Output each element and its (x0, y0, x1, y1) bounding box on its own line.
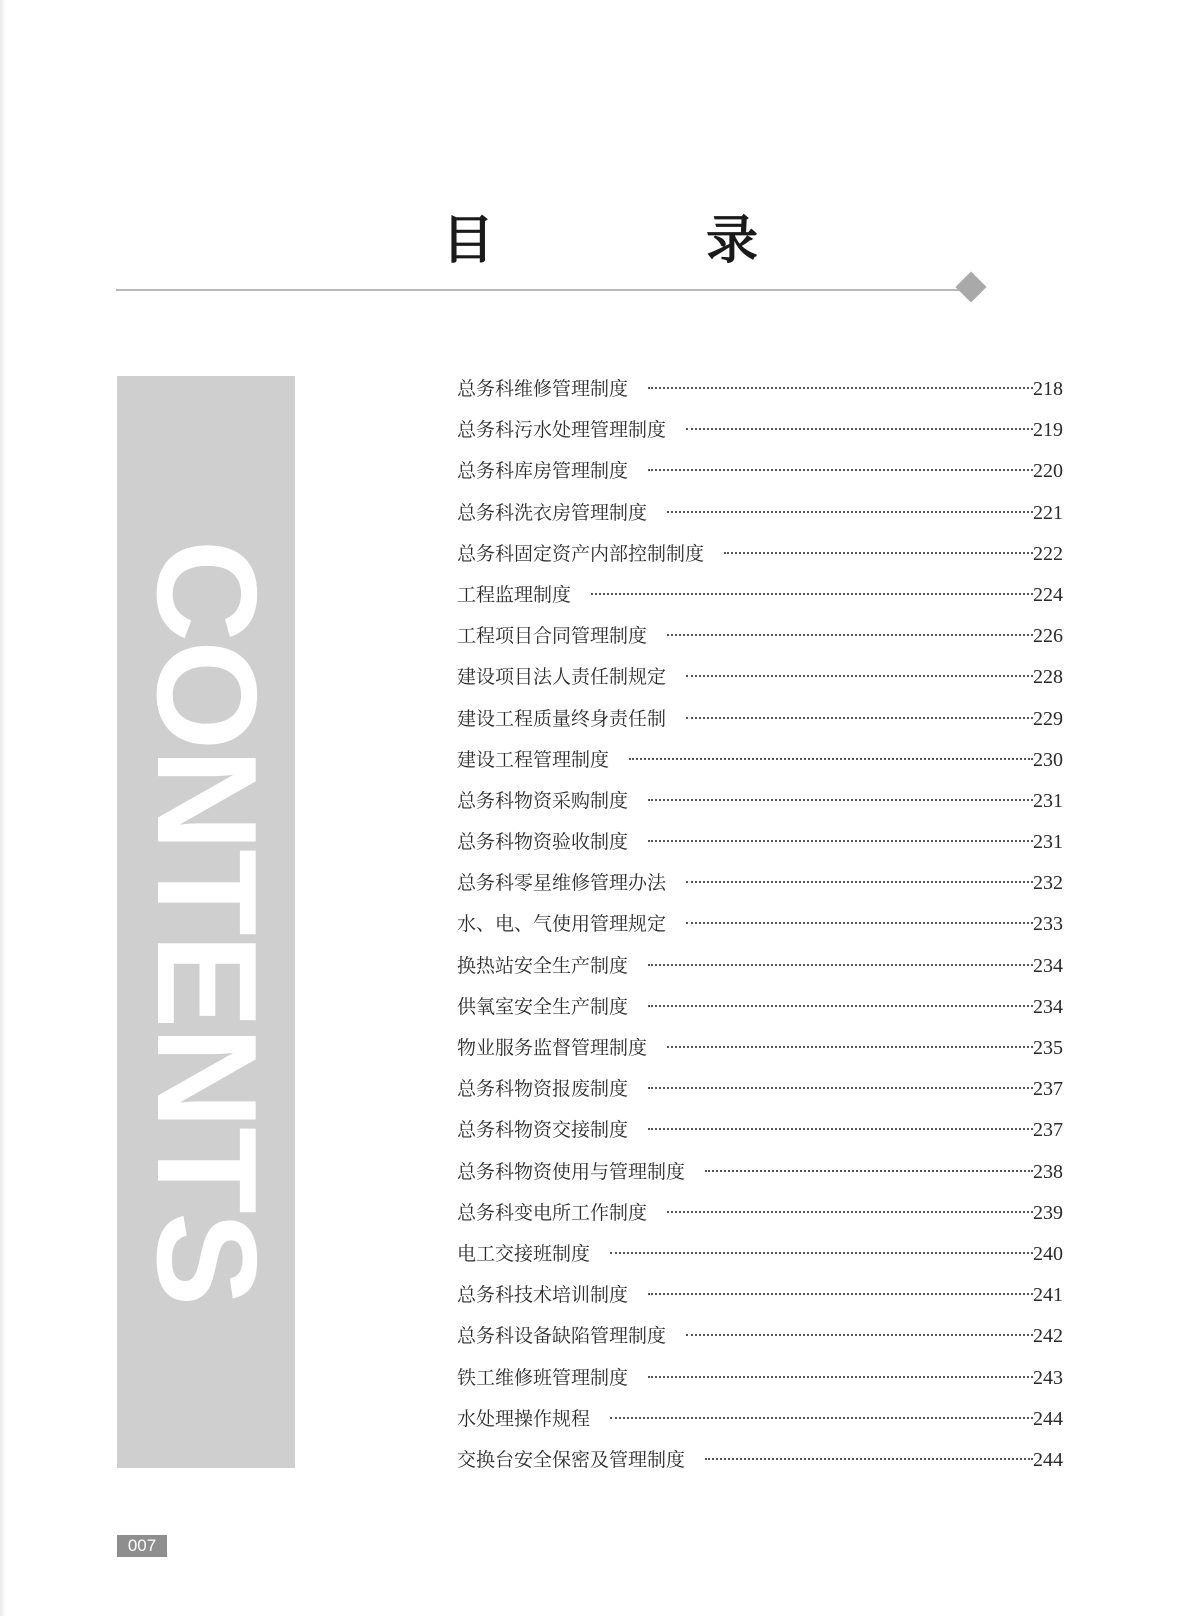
toc-entry-page: 243 (1033, 1366, 1063, 1389)
toc-entry-page: 218 (1033, 378, 1063, 400)
toc-entry-title: 换热站安全生产制度 (457, 954, 629, 977)
table-of-contents (457, 369, 1063, 1481)
toc-entry[interactable] (457, 1316, 1063, 1357)
toc-dot-leader (648, 1005, 1033, 1007)
toc-entry[interactable] (457, 1152, 1063, 1193)
toc-entry[interactable] (457, 534, 1063, 575)
toc-dot-leader (667, 511, 1033, 513)
toc-entry[interactable] (457, 1069, 1063, 1110)
toc-entry[interactable] (457, 946, 1063, 987)
toc-entry-title: 总务科洗衣房管理制度 (457, 501, 648, 524)
contents-side-band (117, 376, 295, 1468)
toc-dot-leader (648, 1376, 1033, 1378)
toc-entry-title: 总务科物资报废制度 (457, 1078, 629, 1101)
toc-entry-page: 237 (1033, 1078, 1063, 1101)
toc-dot-leader (610, 1252, 1033, 1254)
toc-entry-title: 总务科设备缺陷管理制度 (457, 1325, 667, 1348)
toc-entry-title: 总务科污水处理管理制度 (457, 419, 667, 442)
toc-dot-leader (705, 1170, 1033, 1172)
toc-dot-leader (686, 922, 1033, 924)
toc-entry-title: 总务科物资采购制度 (457, 789, 629, 812)
toc-entry[interactable] (457, 575, 1063, 616)
toc-entry-page: 230 (1033, 748, 1063, 771)
contents-side-label: CONTENTS (127, 539, 286, 1305)
toc-entry-title: 水、电、气使用管理规定 (457, 913, 667, 936)
toc-dot-leader (686, 675, 1033, 677)
toc-entry-title: 电工交接班制度 (457, 1242, 591, 1265)
toc-entry-page: 221 (1033, 501, 1063, 524)
toc-dot-leader (648, 469, 1033, 471)
toc-entry-page: 244 (1033, 1448, 1063, 1471)
toc-entry-title: 总务科物资使用与管理制度 (457, 1160, 686, 1183)
toc-entry[interactable] (457, 1028, 1063, 1069)
toc-entry-title: 总务科固定资产内部控制制度 (457, 542, 705, 565)
toc-entry-page: 242 (1033, 1325, 1063, 1348)
toc-entry[interactable] (457, 657, 1063, 698)
toc-entry[interactable] (457, 451, 1063, 492)
toc-dot-leader (686, 881, 1033, 883)
toc-entry[interactable] (457, 493, 1063, 534)
toc-entry-page: 231 (1033, 831, 1063, 854)
toc-dot-leader (648, 964, 1033, 966)
toc-entry[interactable] (457, 1275, 1063, 1316)
toc-entry[interactable] (457, 1440, 1063, 1481)
toc-entry[interactable] (457, 616, 1063, 657)
toc-entry-title: 建设工程管理制度 (457, 748, 610, 771)
toc-entry-title: 工程项目合同管理制度 (457, 625, 648, 648)
toc-entry-title: 总务科零星维修管理办法 (457, 872, 667, 895)
toc-dot-leader (648, 387, 1033, 389)
toc-entry-title: 水处理操作规程 (457, 1407, 591, 1430)
toc-entry-page: 232 (1033, 872, 1063, 895)
toc-dot-leader (629, 758, 1033, 760)
toc-dot-leader (648, 840, 1033, 842)
toc-dot-leader (686, 428, 1033, 430)
toc-entry[interactable] (457, 863, 1063, 904)
toc-entry-page: 244 (1033, 1407, 1063, 1430)
divider-diamond-ornament (955, 271, 986, 302)
toc-entry-title: 建设项目法人责任制规定 (457, 666, 667, 689)
toc-entry[interactable] (457, 781, 1063, 822)
toc-entry-page: 222 (1033, 542, 1063, 565)
toc-dot-leader (648, 1087, 1033, 1089)
toc-entry[interactable] (457, 904, 1063, 945)
toc-dot-leader (686, 1334, 1033, 1336)
toc-entry-page: 229 (1033, 707, 1063, 730)
page-number: 007 (117, 1535, 167, 1557)
toc-dot-leader (686, 717, 1033, 719)
toc-entry-page: 235 (1033, 1037, 1063, 1059)
toc-dot-leader (705, 1458, 1033, 1460)
toc-entry-page: 241 (1033, 1284, 1063, 1307)
toc-entry-page: 224 (1033, 583, 1063, 606)
toc-dot-leader (591, 593, 1033, 595)
toc-entry[interactable] (457, 987, 1063, 1028)
toc-entry-title: 工程监理制度 (457, 583, 572, 606)
toc-entry-title: 总务科物资验收制度 (457, 831, 629, 854)
toc-entry-page: 240 (1033, 1242, 1063, 1265)
toc-entry-title: 建设工程质量终身责任制 (457, 707, 667, 730)
toc-entry[interactable] (457, 822, 1063, 863)
toc-dot-leader (667, 1046, 1033, 1048)
toc-entry[interactable] (457, 1358, 1063, 1399)
toc-dot-leader (648, 799, 1033, 801)
toc-dot-leader (648, 1293, 1033, 1295)
toc-dot-leader (648, 1128, 1033, 1130)
toc-entry[interactable] (457, 1234, 1063, 1275)
toc-entry[interactable] (457, 699, 1063, 740)
toc-entry-title: 物业服务监督管理制度 (457, 1037, 648, 1059)
toc-entry-page: 234 (1033, 995, 1063, 1018)
toc-entry-page: 226 (1033, 625, 1063, 648)
toc-entry[interactable] (457, 1399, 1063, 1440)
toc-entry-page: 233 (1033, 913, 1063, 936)
toc-entry-title: 总务科维修管理制度 (457, 378, 629, 400)
toc-entry-title: 供氧室安全生产制度 (457, 995, 629, 1018)
toc-entry-title: 总务科库房管理制度 (457, 460, 629, 483)
title-divider (116, 289, 962, 291)
page-title: 目 录 (441, 211, 838, 271)
toc-entry-page: 238 (1033, 1160, 1063, 1183)
toc-dot-leader (667, 1211, 1033, 1213)
toc-entry-title: 总务科物资交接制度 (457, 1119, 629, 1142)
toc-entry-page: 220 (1033, 460, 1063, 483)
toc-entry-page: 234 (1033, 954, 1063, 977)
toc-entry[interactable] (457, 369, 1063, 410)
toc-entry-page: 239 (1033, 1201, 1063, 1224)
toc-entry-page: 228 (1033, 666, 1063, 689)
toc-entry[interactable] (457, 1193, 1063, 1234)
toc-entry-title: 铁工维修班管理制度 (457, 1366, 629, 1389)
toc-entry-page: 219 (1033, 419, 1063, 442)
toc-entry-page: 231 (1033, 789, 1063, 812)
toc-entry[interactable] (457, 1110, 1063, 1151)
toc-dot-leader (610, 1417, 1033, 1419)
toc-entry-title: 交换台安全保密及管理制度 (457, 1448, 686, 1471)
toc-dot-leader (724, 552, 1033, 554)
toc-entry-title: 总务科技术培训制度 (457, 1284, 629, 1307)
toc-dot-leader (667, 634, 1033, 636)
toc-entry[interactable] (457, 410, 1063, 451)
toc-entry[interactable] (457, 740, 1063, 781)
toc-entry-page: 237 (1033, 1119, 1063, 1142)
toc-entry-title: 总务科变电所工作制度 (457, 1201, 648, 1224)
